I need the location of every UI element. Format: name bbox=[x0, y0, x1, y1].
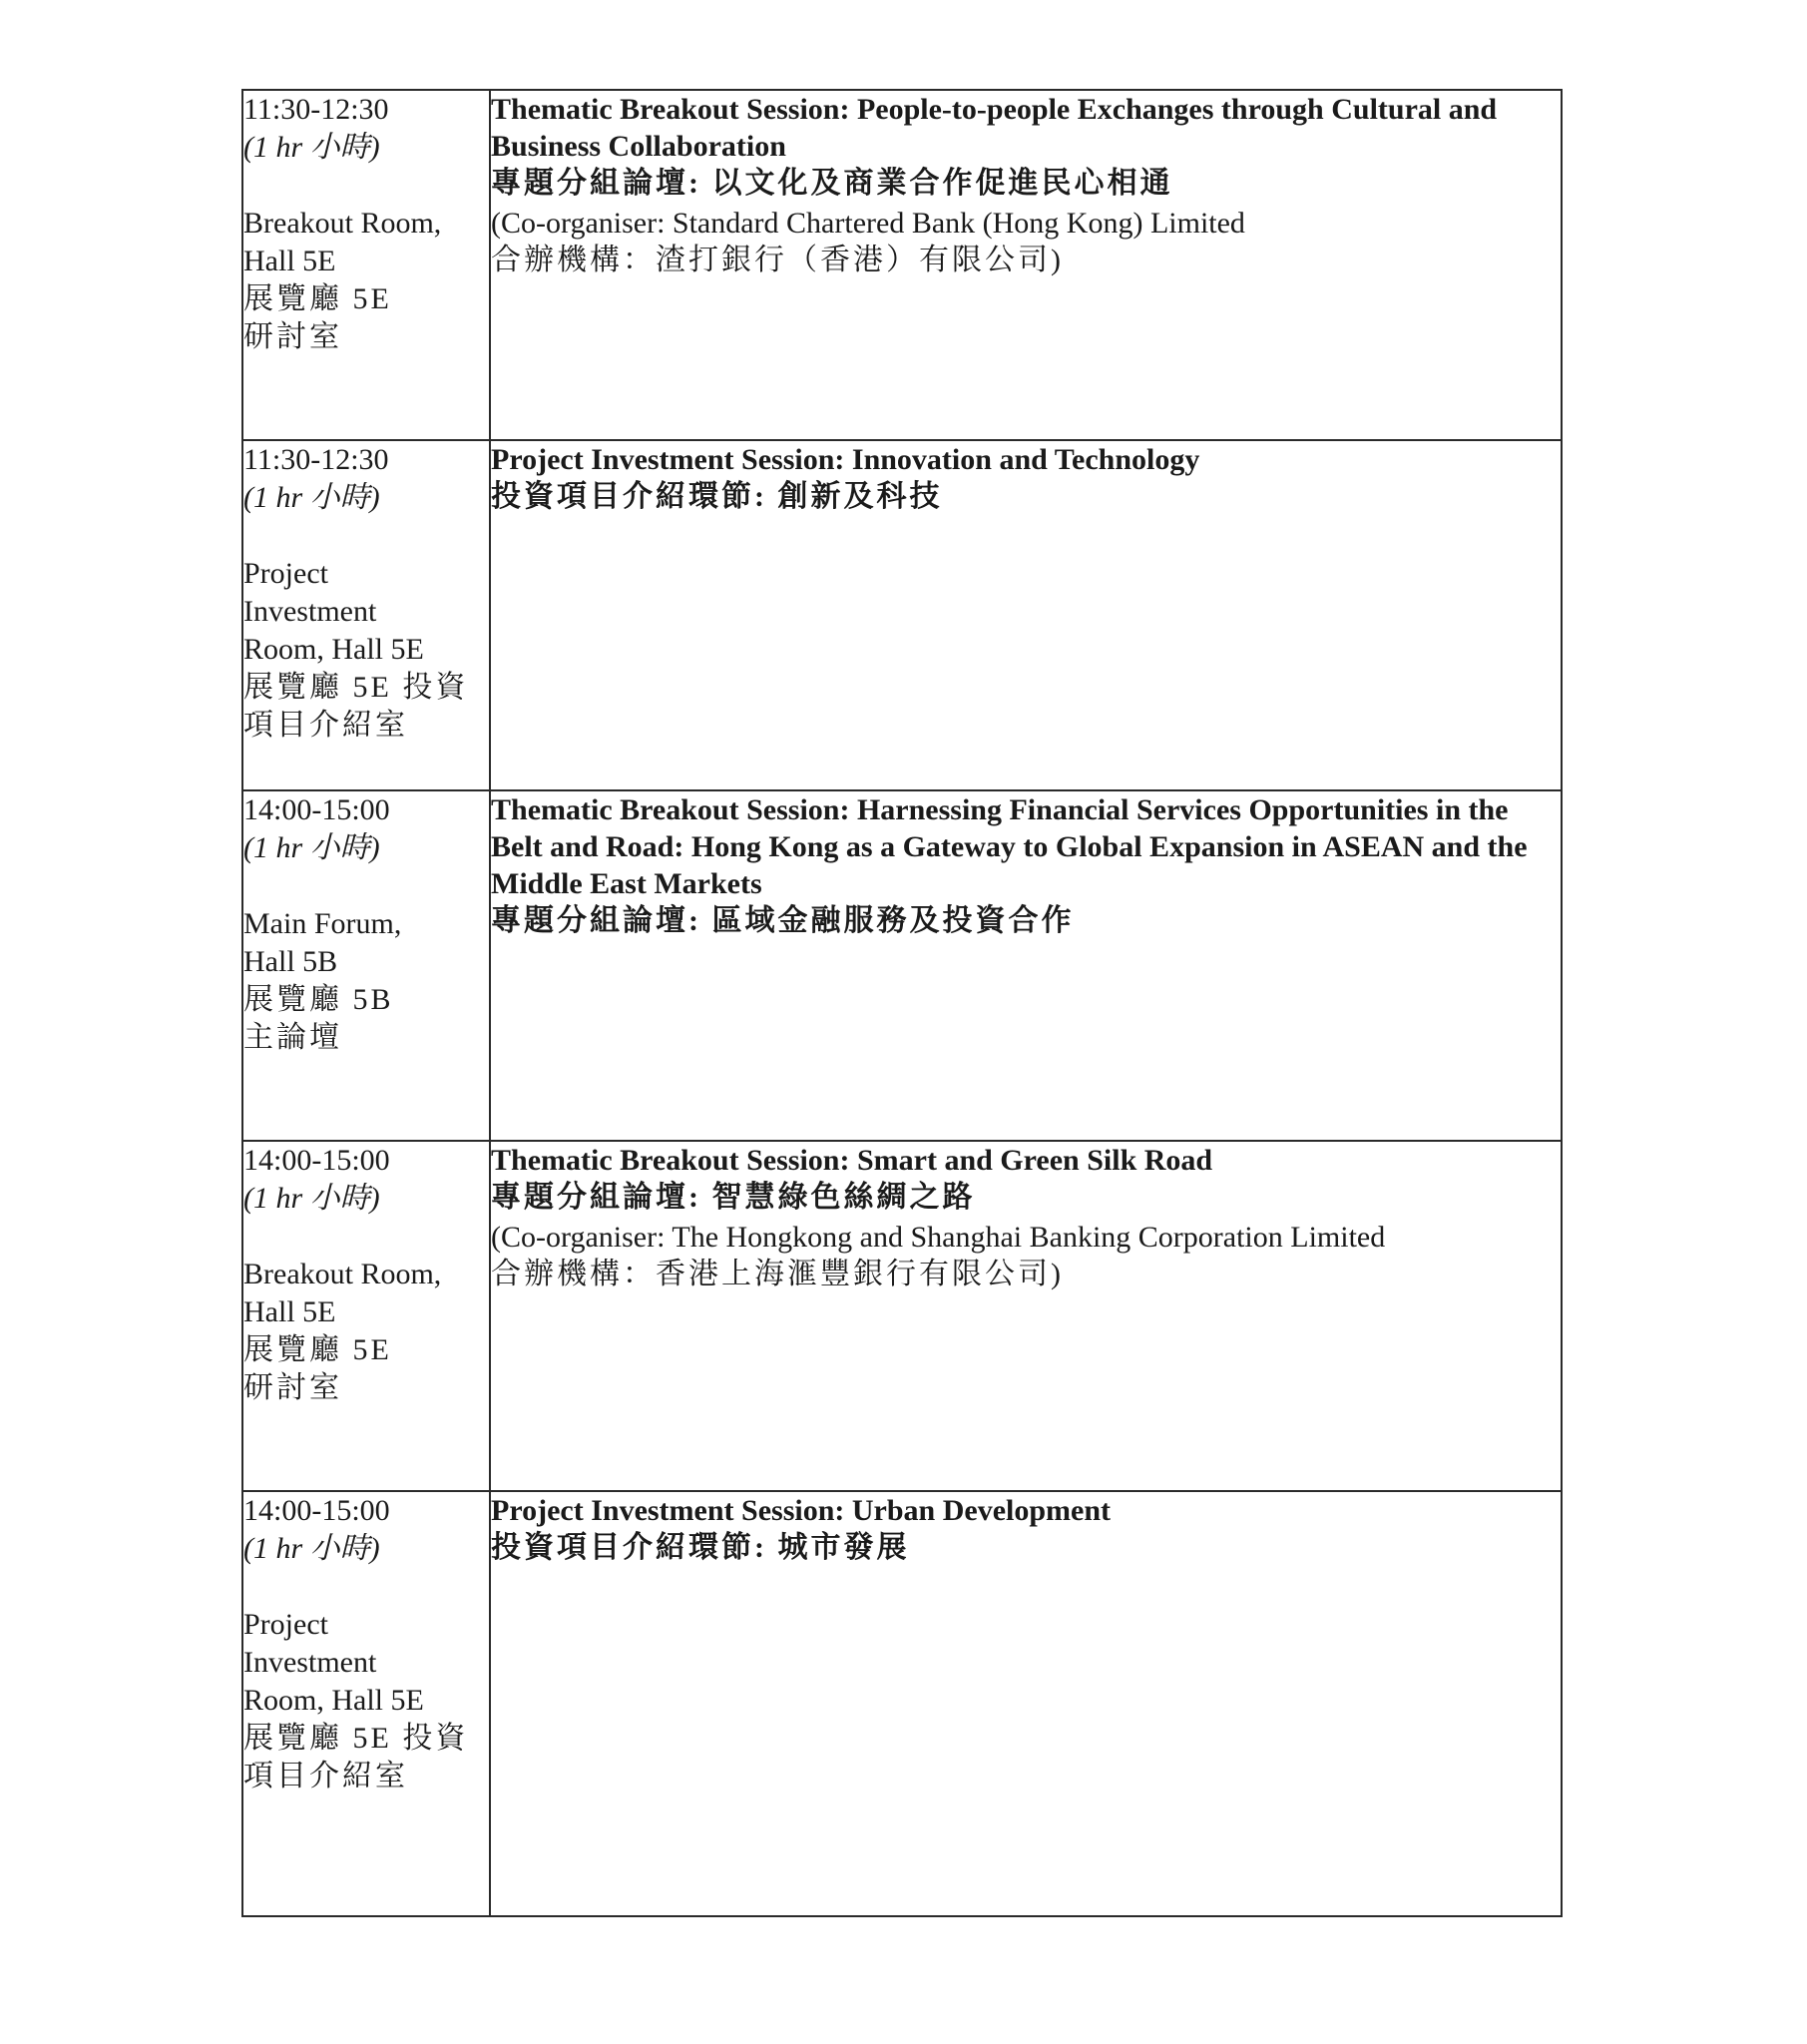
schedule-table bbox=[241, 89, 1563, 1917]
session-cell bbox=[490, 1491, 1562, 1916]
venue-zh-line: 展覽廳 5E bbox=[243, 1333, 392, 1366]
session-title-zh: 專題分組論壇: 以文化及商業合作促進民心相通 bbox=[491, 167, 1173, 200]
time-venue-cell bbox=[242, 790, 490, 1141]
venue-zh-line: 研討室 bbox=[243, 320, 342, 353]
session-cell bbox=[490, 790, 1562, 1141]
co-organiser-zh: 合辦機構：香港上海滙豐銀行有限公司) bbox=[491, 1258, 1064, 1290]
session-title-zh: 投資項目介紹環節: 城市發展 bbox=[491, 1531, 910, 1564]
duration: (1 hr 小時) bbox=[243, 131, 380, 164]
session-title-en: Project Investment Session: Urban Development bbox=[491, 1494, 1112, 1527]
session-cell bbox=[490, 1141, 1562, 1491]
venue-en-line: Investment bbox=[243, 595, 377, 628]
co-organiser-zh: 合辦機構：渣打銀行（香港）有限公司) bbox=[491, 244, 1064, 276]
co-organiser-en: (Co-organiser: The Hongkong and Shanghai Banking Corporation Limited bbox=[491, 1221, 1386, 1254]
session-title-en: Thematic Breakout Session: People-to-people Exchanges through Cultural and Business Collaboration bbox=[491, 93, 1498, 163]
venue-zh-line: 展覽廳 5B bbox=[243, 983, 394, 1016]
time-venue-cell bbox=[242, 1141, 490, 1491]
schedule-row bbox=[242, 1141, 1562, 1491]
duration: (1 hr 小時) bbox=[243, 481, 380, 514]
time-venue-cell bbox=[242, 90, 490, 440]
venue-zh-line: 主論壇 bbox=[243, 1021, 342, 1054]
time-range: 11:30-12:30 bbox=[243, 93, 389, 126]
time-venue-cell bbox=[242, 440, 490, 790]
session-cell bbox=[490, 90, 1562, 440]
schedule-row bbox=[242, 440, 1562, 790]
time-range: 11:30-12:30 bbox=[243, 443, 389, 476]
venue-zh-line: 展覽廳 5E 投資 bbox=[243, 1722, 469, 1755]
duration: (1 hr 小時) bbox=[243, 1182, 380, 1215]
session-title-en: Thematic Breakout Session: Harnessing Financial Services Opportunities in the Belt and Road: Hong Kong as a Gateway to Global Expansion in ASEAN and the Middle East Markets bbox=[491, 793, 1528, 900]
venue-en-line: Project bbox=[243, 557, 328, 590]
venue-zh-line: 項目介紹室 bbox=[243, 1760, 408, 1792]
venue-en-line: Hall 5B bbox=[243, 945, 338, 978]
time-range: 14:00-15:00 bbox=[243, 1494, 390, 1527]
schedule-row bbox=[242, 90, 1562, 440]
schedule-row bbox=[242, 1491, 1562, 1916]
schedule-row bbox=[242, 790, 1562, 1141]
venue-zh-line: 項目介紹室 bbox=[243, 709, 408, 742]
session-title-zh: 專題分組論壇: 區域金融服務及投資合作 bbox=[491, 904, 1075, 937]
venue-en-line: Hall 5E bbox=[243, 245, 336, 277]
venue-zh-line: 展覽廳 5E 投資 bbox=[243, 671, 469, 704]
venue-en-line: Investment bbox=[243, 1646, 377, 1679]
session-title-en: Project Investment Session: Innovation and Technology bbox=[491, 443, 1200, 476]
venue-zh-line: 研討室 bbox=[243, 1371, 342, 1404]
venue-en-line: Project bbox=[243, 1608, 328, 1641]
venue-en-line: Room, Hall 5E bbox=[243, 1684, 424, 1717]
time-venue-cell bbox=[242, 1491, 490, 1916]
venue-en-line: Breakout Room, bbox=[243, 207, 442, 240]
duration: (1 hr 小時) bbox=[243, 831, 380, 864]
venue-en-line: Room, Hall 5E bbox=[243, 633, 424, 666]
venue-en-line: Breakout Room, bbox=[243, 1258, 442, 1290]
session-title-en: Thematic Breakout Session: Smart and Green Silk Road bbox=[491, 1144, 1213, 1177]
venue-en-line: Hall 5E bbox=[243, 1295, 336, 1328]
session-title-zh: 專題分組論壇: 智慧綠色絲綢之路 bbox=[491, 1181, 976, 1214]
time-range: 14:00-15:00 bbox=[243, 1144, 390, 1177]
venue-en-line: Main Forum, bbox=[243, 907, 402, 940]
venue-zh-line: 展覽廳 5E bbox=[243, 282, 392, 315]
co-organiser-en: (Co-organiser: Standard Chartered Bank (Hong Kong) Limited bbox=[491, 207, 1245, 240]
session-title-zh: 投資項目介紹環節: 創新及科技 bbox=[491, 480, 943, 513]
session-cell bbox=[490, 440, 1562, 790]
duration: (1 hr 小時) bbox=[243, 1532, 380, 1565]
time-range: 14:00-15:00 bbox=[243, 793, 390, 826]
